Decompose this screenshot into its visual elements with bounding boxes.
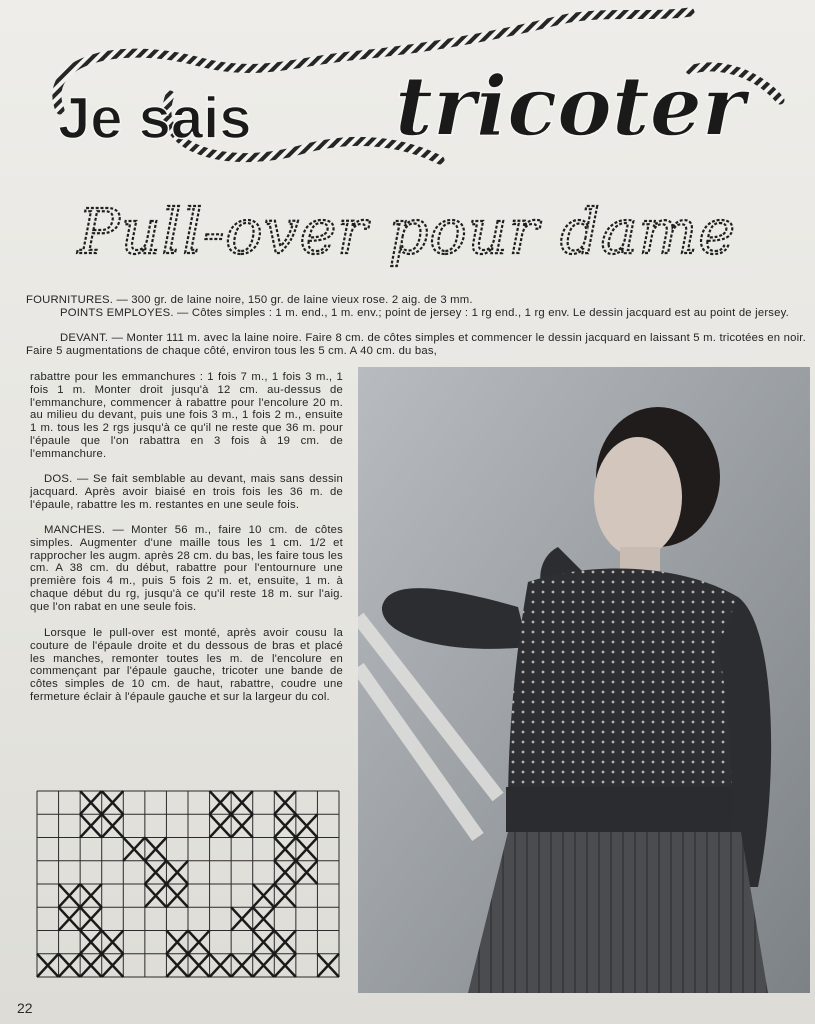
chart-cross-mark [80, 907, 102, 930]
chart-cross-mark [274, 838, 296, 861]
devant-text: DEVANT. — Monter 111 m. avec la laine noire. Faire 8 cm. de côtes simples et commencer le dessin jacquard en laissant 5 m. tricotées en noir. Faire 5 augmentations de chaque côté, environ tous les 5 cm. A 40 cm. du bas, [26, 332, 806, 357]
title-je-sais: Je sais [58, 86, 252, 151]
chart-cross-mark [145, 838, 167, 861]
chart-cross-mark [80, 884, 102, 907]
dos-text: DOS. — Se fait semblable au devant, mais sans dessin jacquard. Après avoir biaisé en trois fois les 36 m. de l'épaule, rabattre les m. restantes en une seule fois. [30, 473, 343, 511]
title-tricoter: tricoter [395, 59, 746, 155]
chart-cross-mark [102, 954, 124, 977]
chart-cross-mark [123, 838, 145, 861]
subtitle-artwork [0, 185, 815, 280]
chart-cross-mark [253, 931, 275, 954]
jacquard-chart [36, 790, 340, 978]
assembly-text: Lorsque le pull-over est monté, après avoir cousu la couture de l'épaule droite et du dessous de bras et placé les manches, remonter toutes les m. de l'encolure en commençant par l'épaule gauche, tricoter une bande de côtes simples de 10 cm. de haut, rabattre, coudre une fermeture éclair à l'épaule gauche et sur la largeur du col. [30, 627, 343, 703]
chart-cross-mark [274, 791, 296, 814]
chart-cross-mark [145, 861, 167, 884]
fournitures-text: FOURNITURES. — 300 gr. de laine noire, 150 gr. de laine vieux rose. 2 aig. de 3 mm. [26, 294, 473, 306]
jacquard-grid [36, 790, 340, 978]
chart-cross-mark [274, 931, 296, 954]
chart-cross-mark [166, 954, 188, 977]
chart-cross-mark [231, 814, 253, 837]
chart-cross-mark [274, 814, 296, 837]
chart-cross-mark [166, 931, 188, 954]
chart-cross-mark [145, 884, 167, 907]
manches-text: MANCHES. — Monter 56 m., faire 10 cm. de côtes simples. Augmenter d'une maille tous les 1 cm. 1/2 et rapprocher les augm. après 28 cm. du bas, les faire tous les cm. A 38 cm. du début, rabattre pour l'entournure une première fois 4 m., puis 5 fois 2 m. et, ensuite, 1 m. à chaque début du rg, jusqu'à ce qu'il reste 18 m. sur l'aig. que l'on rabat en une seule fois. [30, 524, 343, 613]
chart-cross-mark [253, 907, 275, 930]
chart-cross-mark [253, 954, 275, 977]
chart-cross-mark [80, 954, 102, 977]
chart-cross-mark [274, 954, 296, 977]
chart-cross-mark [188, 954, 210, 977]
model-illustration [358, 367, 810, 993]
chart-cross-mark [296, 861, 318, 884]
chart-cross-mark [317, 954, 339, 977]
chart-cross-mark [59, 907, 81, 930]
chart-cross-mark [231, 954, 253, 977]
chart-cross-mark [210, 791, 232, 814]
chart-cross-mark [231, 791, 253, 814]
chart-cross-mark [274, 861, 296, 884]
subtitle: Pull-over pour dame [78, 195, 737, 268]
page-number: 22 [17, 1000, 33, 1016]
chart-cross-mark [80, 931, 102, 954]
model-photo [358, 367, 810, 993]
chart-cross-mark [210, 814, 232, 837]
chart-cross-mark [59, 884, 81, 907]
chart-cross-mark [80, 791, 102, 814]
page-header [0, 0, 815, 175]
chart-cross-mark [59, 954, 81, 977]
header-artwork [0, 0, 815, 175]
chart-cross-mark [80, 814, 102, 837]
chart-cross-mark [188, 931, 210, 954]
chart-cross-mark [37, 954, 59, 977]
chart-cross-mark [210, 954, 232, 977]
chart-cross-mark [231, 907, 253, 930]
chart-cross-mark [102, 814, 124, 837]
subtitle-area [0, 185, 815, 280]
chart-cross-mark [296, 838, 318, 861]
chart-cross-mark [166, 861, 188, 884]
chart-cross-mark [274, 884, 296, 907]
chart-cross-mark [296, 814, 318, 837]
devant-continued-text: rabattre pour les emmanchures : 1 fois 7 m., 1 fois 3 m., 1 fois 1 m. Monter droit jusqu'à 12 cm. au-dessus de l'emmanchure, commencer à rabattre pour l'encolure 20 m. au milieu du devant, puis une fois 3 m., 1 fois 2 m., ensuite 1 m. tous les 2 rgs jusqu'à ce qu'il ne reste que 36 m. pour l'épaule que l'on rabattra en 3 fois à 19 cm. de l'emmanchure. [30, 371, 343, 460]
chart-cross-mark [253, 884, 275, 907]
chart-cross-mark [166, 884, 188, 907]
points-employes-text: POINTS EMPLOYES. — Côtes simples : 1 m. end., 1 m. env.; point de jersey : 1 rg end., 1 rg env. Le dessin jacquard est au point de jersey. [60, 307, 789, 319]
chart-cross-mark [102, 791, 124, 814]
chart-cross-mark [102, 931, 124, 954]
